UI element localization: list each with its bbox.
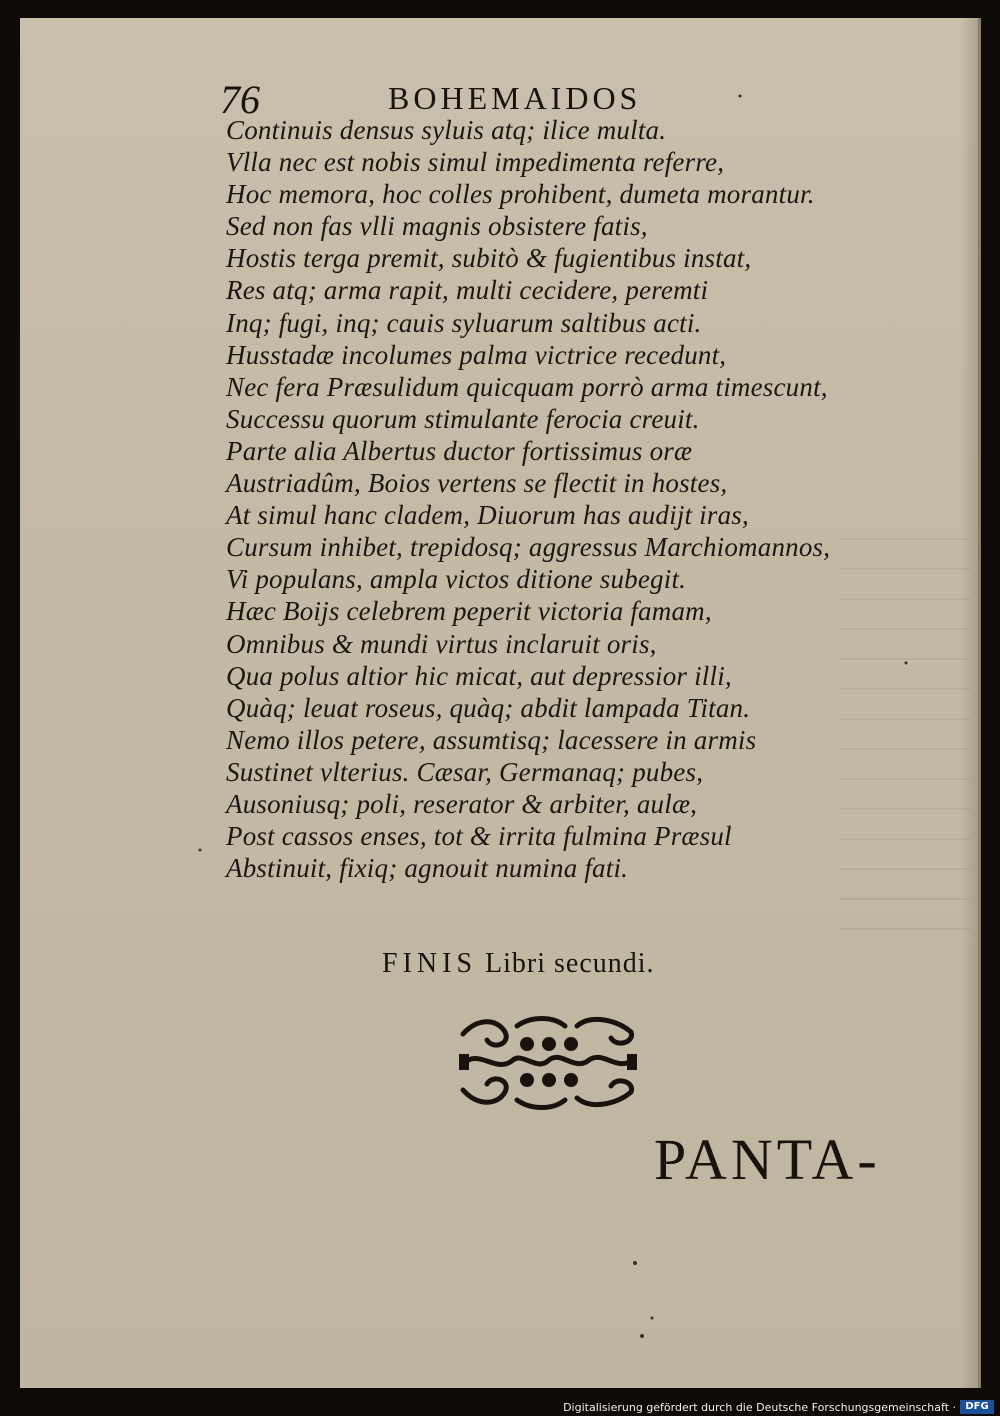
verse-line: Qua polus altior hic micat, aut depressior illi, [226,660,732,691]
dfg-logo: DFG [960,1400,994,1414]
verse-line: Austriadûm, Boios vertens se flectit in hostes, [226,468,728,499]
verse-line: Successu quorum stimulante ferocia creuit. [226,403,700,434]
verse-line: Parte alia Albertus ductor fortissimus oræ [226,435,693,466]
finis-rest: Libri secundi. [485,948,655,979]
verse-line: Ausoniusq; poli, reserator & arbiter, aulæ, [226,788,698,819]
digitization-footer [0,1400,1000,1416]
verse-line: Vi populans, ampla victos ditione subegit. [226,564,687,595]
paper-specks [20,18,978,1388]
running-head: BOHEMAIDOS [388,80,642,116]
verse-line: Hoc memora, hoc colles prohibent, dumeta morantur. [226,179,815,210]
verse-line: Husstadæ incolumes palma victrice recedunt, [226,339,727,370]
verse-line: Res atq; arma rapit, multi cecidere, peremti [226,275,709,306]
verse-line: Inq; fugi, inq; cauis syluarum saltibus acti. [226,307,702,338]
verse-line: Sustinet vlterius. Cæsar, Germanaq; pubes, [226,756,704,787]
verse-line: Continuis densus syluis atq; ilice multa. [226,115,667,145]
verse-line: Sed non fas vlli magnis obsistere fatis, [226,211,648,242]
verse-line: Abstinuit, fixiq; agnouit numina fati. [226,853,629,884]
catchword: PANTA- [654,1127,881,1192]
verse-line: Post cassos enses, tot & irrita fulmina Præsul [226,821,732,852]
verse-line: Hæc Boijs celebrem peperit victoria famam, [226,596,712,627]
finis-caps: FINIS [382,948,478,979]
page-number: 76 [220,77,260,122]
verse-line: Hostis terga premit, subitò & fugientibus instat, [226,243,752,274]
verse-line: At simul hanc cladem, Diuorum has audijt iras, [226,500,749,531]
verse-line: Quàq; leuat roseus, quàq; abdit lampada Titan. [226,692,751,723]
verse-line: Cursum inhibet, trepidosq; aggressus Marchiomannos, [226,532,831,563]
verse-line: Nemo illos petere, assumtisq; lacessere in armis [226,724,757,755]
footer-credit: Digitalisierung gefördert durch die Deutsche Forschungsgemeinschaft · [563,1401,956,1414]
verse-line: Omnibus & mundi virtus inclaruit oris, [226,628,657,659]
verse-line: Nec fera Præsulidum quicquam porrò arma timescunt, [226,371,828,402]
verse-line: Vlla nec est nobis simul impedimenta referre, [226,147,725,178]
book-page [20,18,981,1388]
